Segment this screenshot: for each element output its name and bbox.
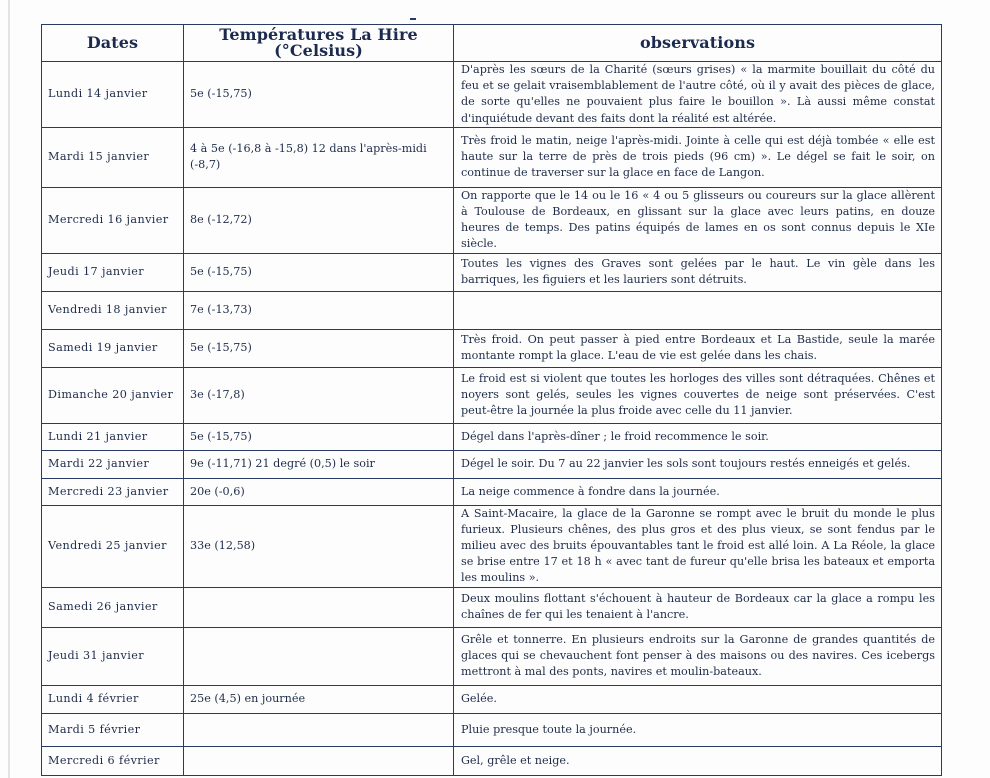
- row-date: Samedi 19 janvier: [42, 329, 184, 367]
- table-row: [42, 505, 942, 587]
- weather-observations-table: [41, 24, 942, 776]
- table-row: [42, 62, 942, 128]
- row-observation: La neige commence à fondre dans la journée.: [454, 478, 942, 505]
- row-temperature: 20e (-0,6): [184, 478, 454, 505]
- row-date: Vendredi 18 janvier: [42, 291, 184, 329]
- row-observation: Gelée.: [454, 685, 942, 713]
- row-observation: Gel, grêle et neige.: [454, 746, 942, 775]
- row-date: Lundi 4 février: [42, 685, 184, 713]
- row-observation: Dégel le soir. Du 7 au 22 janvier les sols sont toujours restés enneigés et gelés.: [454, 450, 942, 478]
- table-row: [42, 746, 942, 775]
- row-date: Mardi 5 février: [42, 713, 184, 746]
- row-date: Mardi 15 janvier: [42, 127, 184, 187]
- row-date: Mercredi 6 février: [42, 746, 184, 775]
- table-row: [42, 587, 942, 627]
- table-row: [42, 329, 942, 367]
- row-temperature: 25e (4,5) en journée: [184, 685, 454, 713]
- row-temperature: 5e (-15,75): [184, 329, 454, 367]
- row-temperature: [184, 627, 454, 685]
- row-observation: Très froid. On peut passer à pied entre Bordeaux et La Bastide, seule la marée montante rompt la glace. L'eau de vie est gelée dans les chais.: [454, 329, 942, 367]
- row-observation: D'après les sœurs de la Charité (sœurs grises) « la marmite bouillait du côté du feu et se gelait vraisemblablement de l'autre côté, où il y avait des pièces de glace, de sorte qu'elles ne pouvaient plus faire le bouillon ». Là aussi même constat d'inquiétude devant des faits dont la réalité est altérée.: [454, 62, 942, 128]
- table-row: [42, 367, 942, 423]
- table-row: [42, 713, 942, 746]
- row-observation: Deux moulins flottant s'échouent à hauteur de Bordeaux car la glace a rompu les chaînes de fer qui les tenaient à l'ancre.: [454, 587, 942, 627]
- row-temperature: [184, 587, 454, 627]
- row-observation: Toutes les vignes des Graves sont gelées par le haut. Le vin gèle dans les barriques, les figuiers et les lauriers sont détruits.: [454, 253, 942, 291]
- row-observation: Dégel dans l'après-dîner ; le froid recommence le soir.: [454, 423, 942, 450]
- row-observation: On rapporte que le 14 ou le 16 « 4 ou 5 glisseurs ou coureurs sur la glace allèrent à Toulouse de Bordeaux, en glissant sur la glace avec leurs patins, en douze heures de temps. Des patins équipés de lames en os sont connus depuis le XIe siècle.: [454, 187, 942, 253]
- row-temperature: 33e (12,58): [184, 505, 454, 587]
- header-temperatures: Températures La Hire (°Celsius): [184, 25, 454, 62]
- row-observation: A Saint-Macaire, la glace de la Garonne se rompt avec le bruit du monde le plus furieux. Plusieurs chênes, des plus gros et des plus vieux, se sont fendus par le milieu avec des bruits épouvantables tant le froid est allé loin. A La Réole, la glace se brise entre 17 et 18 h « avec tant de fureur qu'elle brisa les bateaux et emporta les moulins ».: [454, 505, 942, 587]
- table-row: [42, 478, 942, 505]
- row-observation: Grêle et tonnerre. En plusieurs endroits sur la Garonne de grandes quantités de glaces qui se chevauchent font penser à des maisons ou des navires. Ces icebergs mettront à mal des ponts, navires et moulin-bateaux.: [454, 627, 942, 685]
- row-date: Mercredi 16 janvier: [42, 187, 184, 253]
- row-date: Samedi 26 janvier: [42, 587, 184, 627]
- row-temperature: 5e (-15,75): [184, 253, 454, 291]
- row-date: Lundi 14 janvier: [42, 62, 184, 128]
- table-row: [42, 253, 942, 291]
- row-temperature: [184, 746, 454, 775]
- table-row: [42, 627, 942, 685]
- row-date: Jeudi 31 janvier: [42, 627, 184, 685]
- page-edge: [8, 0, 10, 778]
- print-mark: [410, 18, 416, 20]
- row-temperature: 7e (-13,73): [184, 291, 454, 329]
- row-temperature: 9e (-11,71) 21 degré (0,5) le soir: [184, 450, 454, 478]
- table-row: [42, 685, 942, 713]
- table-row: [42, 423, 942, 450]
- row-date: Vendredi 25 janvier: [42, 505, 184, 587]
- row-temperature: 8e (-12,72): [184, 187, 454, 253]
- header-row: [42, 25, 942, 62]
- header-observations: observations: [454, 25, 942, 62]
- row-temperature: 5e (-15,75): [184, 423, 454, 450]
- row-observation: Très froid le matin, neige l'après-midi. Jointe à celle qui est déjà tombée « elle est haute sur la terre de près de trois pieds (96 cm) ». Le dégel se fait le soir, on continue de traverser sur la glace en face de Langon.: [454, 127, 942, 187]
- row-observation: Le froid est si violent que toutes les horloges des villes sont détraquées. Chênes et noyers sont gelés, seules les vignes couvertes de neige sont préservées. C'est peut-être la journée la plus froide avec celle du 11 janvier.: [454, 367, 942, 423]
- table-row: [42, 291, 942, 329]
- row-observation: [454, 291, 942, 329]
- table-row: [42, 450, 942, 478]
- row-temperature: 4 à 5e (-16,8 à -15,8) 12 dans l'après-midi (-8,7): [184, 127, 454, 187]
- table-row: [42, 127, 942, 187]
- row-date: Mercredi 23 janvier: [42, 478, 184, 505]
- header-dates: Dates: [42, 25, 184, 62]
- row-date: Jeudi 17 janvier: [42, 253, 184, 291]
- row-date: Mardi 22 janvier: [42, 450, 184, 478]
- row-date: Dimanche 20 janvier: [42, 367, 184, 423]
- row-temperature: 3e (-17,8): [184, 367, 454, 423]
- row-temperature: [184, 713, 454, 746]
- row-observation: Pluie presque toute la journée.: [454, 713, 942, 746]
- row-temperature: 5e (-15,75): [184, 62, 454, 128]
- row-date: Lundi 21 janvier: [42, 423, 184, 450]
- table-row: [42, 187, 942, 253]
